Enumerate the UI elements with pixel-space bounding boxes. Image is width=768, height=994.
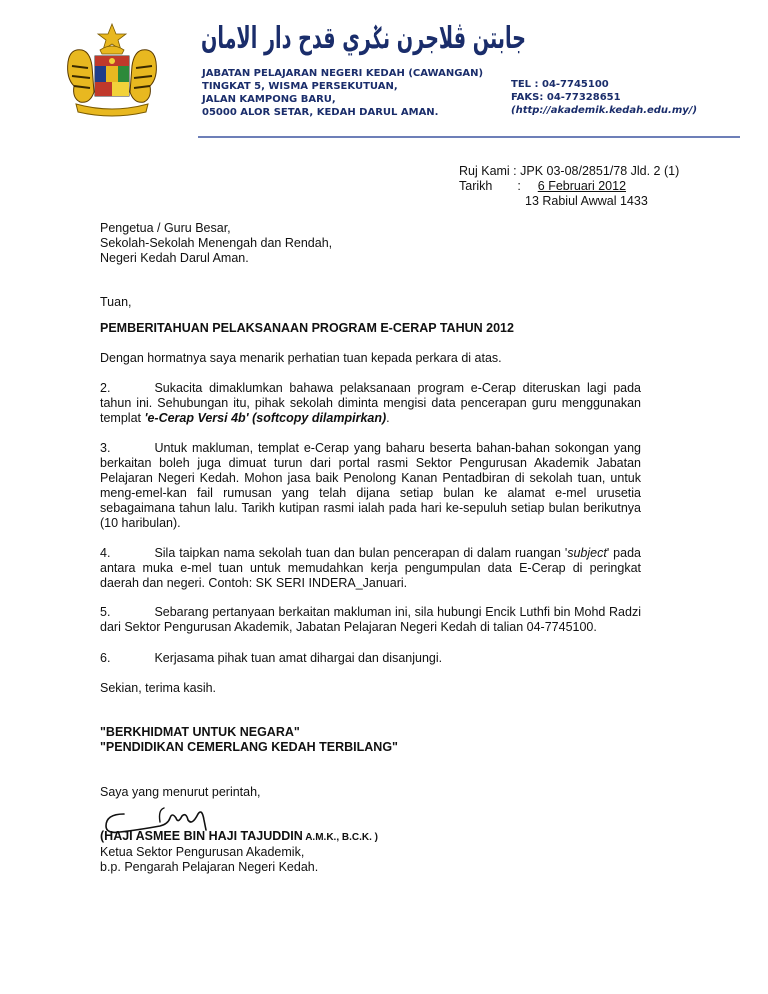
coat-of-arms-icon: [62, 22, 162, 120]
motto-line: "BERKHIDMAT UNTUK NEGARA": [100, 725, 300, 739]
paragraph-6: [100, 651, 641, 666]
reference-number: Ruj Kami : JPK 03-08/2851/78 Jld. 2 (1): [459, 164, 680, 178]
address-line: JALAN KAMPONG BARU,: [202, 94, 336, 105]
paragraph-text: Sila taipkan nama sekolah tuan dan bulan pencerapan di dalam ruangan ': [154, 546, 568, 560]
signatory-name-text: (HAJI ASMEE BIN HAJI TAJUDDIN: [100, 829, 303, 843]
letterhead-address: [202, 67, 483, 119]
paragraph-number: 2.: [100, 381, 111, 395]
svg-text:جابتن ڤلاجرن نݢري قدح دار الام: جابتن ڤلاجرن نݢري قدح دار الامان: [201, 21, 526, 56]
signatory-title: b.p. Pengarah Pelajaran Negeri Kedah.: [100, 860, 319, 874]
signatory-honours: A.M.K., B.C.K. ): [302, 832, 378, 843]
paragraph-3: [100, 441, 641, 531]
paragraph-2: [100, 381, 641, 426]
paragraph-text: ' pada antara muka e-mel tuan untuk memudahkan kerja pengumpulan data E-Cerap di peringkat daerah dan negeri. Contoh: SK SERI INDERA_Januari.: [100, 546, 641, 590]
subject-word: subject: [567, 546, 607, 560]
paragraph-number: 4.: [100, 546, 111, 560]
letterhead-divider: [198, 136, 740, 138]
closing-line: Sekian, terima kasih.: [100, 681, 217, 695]
paragraph-text: Untuk makluman, templat e-Cerap yang baharu beserta bahan-bahan sokongan yang berkaitan boleh juga dimuat turun dari portal rasmi Sektor Pengurusan Akademik Jabatan Pelajaran Negeri Kedah. Mohon jasa baik Penolong Kanan Pentadbiran di sekolah tuan, untuk meng-emel-kan fail rumusan yang telah dijana setiap bulan ke alamat e-mel urusetia sebagaimana tahun lalu. Tarikh kutipan rasmi ialah pada hari ke-sepuluh setiap bulan berikutnya (10 haribulan).: [100, 441, 641, 530]
address-line: TINGKAT 5, WISMA PERSEKUTUAN,: [202, 81, 398, 92]
signatory-title: Ketua Sektor Pengurusan Akademik,: [100, 845, 305, 859]
paragraph-text: Sukacita dimaklumkan bahawa pelaksanaan program e-Cerap diteruskan lagi pada tahun ini. Sehubungan itu, pihak sekolah diminta mengisi data pencerapan guru menggunakan templat: [100, 381, 641, 425]
letter-subject: PEMBERITAHUAN PELAKSANAAN PROGRAM E-CERAP TAHUN 2012: [100, 321, 514, 335]
paragraph-number: 6.: [100, 651, 111, 665]
date-value: 6 Februari 2012: [537, 179, 627, 193]
fax-number: FAKS: 04-77328651: [511, 92, 621, 103]
opening-line: Dengan hormatnya saya menarik perhatian tuan kepada perkara di atas.: [100, 351, 502, 365]
paragraph-text: Kerjasama pihak tuan amat dihargai dan disanjungi.: [154, 651, 443, 665]
paragraph-number: 3.: [100, 441, 111, 455]
signoff-line: Saya yang menurut perintah,: [100, 785, 261, 799]
address-line: JABATAN PELAJARAN NEGERI KEDAH (CAWANGAN): [202, 68, 484, 79]
template-name: 'e-Cerap Versi 4b' (softcopy dilampirkan): [144, 411, 387, 425]
address-line: 05000 ALOR SETAR, KEDAH DARUL AMAN.: [202, 107, 439, 118]
paragraph-text: Sebarang pertanyaan berkaitan makluman ini, sila hubungi Encik Luthfi bin Mohd Radzi dari Sektor Pengurusan Akademik, Jabatan Pelajaran Negeri Kedah di talian 04-7745100.: [100, 605, 641, 634]
recipient-line: Sekolah-Sekolah Menengah dan Rendah,: [100, 236, 333, 250]
paragraph-end: .: [386, 411, 390, 425]
date-label: Tarikh: [459, 179, 493, 193]
paragraph-number: 5.: [100, 605, 111, 619]
paragraph-4: [100, 546, 641, 591]
date-line: [459, 179, 626, 194]
signatory-name: [100, 829, 378, 845]
salutation: Tuan,: [100, 295, 132, 309]
paragraph-5: [100, 605, 641, 635]
motto-line: "PENDIDIKAN CEMERLANG KEDAH TERBILANG": [100, 740, 398, 754]
hijri-date: 13 Rabiul Awwal 1433: [525, 194, 648, 208]
recipient-line: Pengetua / Guru Besar,: [100, 221, 231, 235]
jawi-calligraphy-heading: [198, 14, 528, 60]
letterhead-contact: [511, 78, 697, 117]
telephone-number: TEL : 04-7745100: [511, 79, 609, 90]
recipient-line: Negeri Kedah Darul Aman.: [100, 251, 249, 265]
date-separator: :: [517, 179, 521, 193]
website-link[interactable]: (http://akademik.kedah.edu.my/): [511, 105, 698, 116]
